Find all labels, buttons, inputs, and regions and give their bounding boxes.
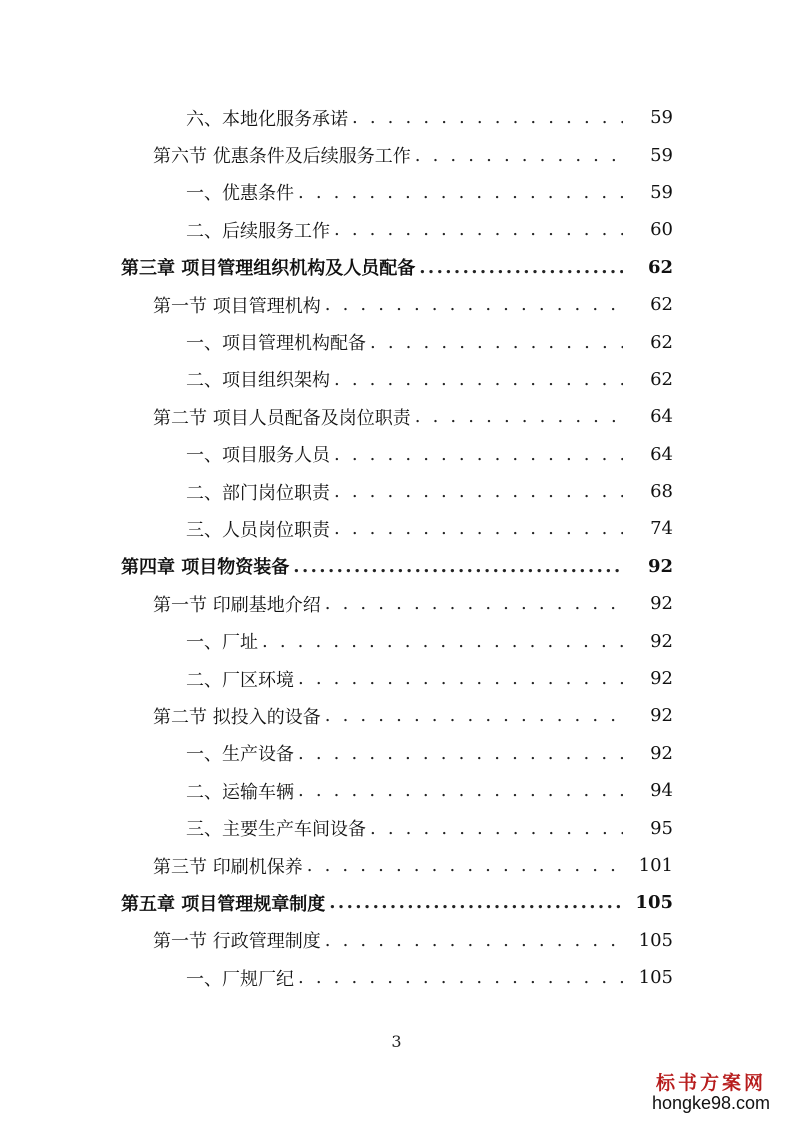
toc-chapter-entry[interactable] — [0, 884, 793, 921]
toc-entry-page: 59 — [650, 107, 673, 129]
toc-subsection-entry[interactable] — [0, 735, 793, 772]
toc-entry-page: 62 — [647, 256, 673, 278]
toc-dot-leader — [329, 892, 623, 913]
toc-entry-page: 62 — [650, 331, 673, 353]
toc-entry-title: 二、厂区环境 — [186, 669, 294, 691]
toc-subsection-entry[interactable] — [0, 174, 793, 211]
toc-entry-title: 二、部门岗位职责 — [186, 482, 330, 504]
toc-entry-page: 60 — [650, 219, 673, 241]
toc-subsection-entry[interactable] — [0, 622, 793, 659]
toc-dot-leader — [352, 107, 623, 128]
toc-entry-title: 第一节 印刷基地介绍 — [153, 594, 321, 616]
toc-entry-page: 59 — [650, 144, 673, 166]
toc-section-entry[interactable] — [0, 922, 793, 959]
toc-entry-page: 62 — [650, 368, 673, 390]
toc-subsection-entry[interactable] — [0, 99, 793, 136]
watermark-site-name: 标书方案网 — [655, 1072, 766, 1094]
toc-subsection-entry[interactable] — [0, 473, 793, 510]
toc-entry-page: 92 — [650, 668, 673, 690]
toc-subsection-entry[interactable] — [0, 361, 793, 398]
toc-dot-leader — [307, 855, 623, 876]
toc-entry-page: 64 — [650, 406, 673, 428]
toc-entry-page: 74 — [650, 518, 673, 540]
toc-subsection-entry[interactable] — [0, 323, 793, 360]
toc-dot-leader — [334, 369, 623, 390]
toc-entry-title: 二、后续服务工作 — [186, 220, 330, 242]
toc-dot-leader — [415, 145, 623, 166]
toc-subsection-entry[interactable] — [0, 772, 793, 809]
toc-section-entry[interactable] — [0, 847, 793, 884]
toc-dot-leader — [298, 967, 623, 988]
toc-entry-title: 第一节 行政管理制度 — [153, 931, 321, 953]
toc-entry-page: 105 — [638, 967, 673, 989]
toc-entry-page: 62 — [650, 294, 673, 316]
toc-entry-title: 第三节 印刷机保养 — [153, 856, 303, 878]
toc-entry-page: 59 — [650, 181, 673, 203]
toc-entry-title: 第二节 项目人员配备及岗位职责 — [153, 407, 411, 429]
toc-dot-leader — [298, 780, 623, 801]
toc-dot-leader — [298, 668, 623, 689]
toc-chapter-entry[interactable] — [0, 548, 793, 585]
toc-entry-title: 第三章 项目管理组织机构及人员配备 — [121, 258, 416, 280]
toc-subsection-entry[interactable] — [0, 959, 793, 996]
toc-subsection-entry[interactable] — [0, 809, 793, 846]
toc-entry-page: 101 — [638, 855, 673, 876]
toc-entry-page: 92 — [650, 742, 673, 764]
toc-entry-title: 一、厂规厂纪 — [186, 968, 294, 990]
toc-entry-page: 64 — [650, 443, 673, 465]
toc-section-entry[interactable] — [0, 585, 793, 622]
toc-section-entry[interactable] — [0, 286, 793, 323]
toc-section-entry[interactable] — [0, 398, 793, 435]
toc-entry-title: 三、主要生产车间设备 — [186, 819, 366, 841]
table-of-contents — [0, 99, 793, 996]
toc-section-entry[interactable] — [0, 697, 793, 734]
toc-dot-leader — [415, 406, 623, 427]
toc-dot-leader — [334, 518, 623, 539]
toc-entry-title: 一、厂址 — [186, 632, 258, 654]
toc-section-entry[interactable] — [0, 136, 793, 173]
toc-dot-leader — [419, 257, 623, 278]
toc-entry-page: 92 — [650, 630, 673, 652]
toc-dot-leader — [262, 631, 623, 652]
toc-entry-title: 一、生产设备 — [186, 744, 294, 766]
toc-entry-page: 68 — [650, 481, 673, 503]
toc-dot-leader — [334, 219, 623, 240]
toc-entry-title: 二、运输车辆 — [186, 781, 294, 803]
watermark-url: hongke98.com — [651, 1093, 771, 1113]
toc-dot-leader — [298, 743, 623, 764]
toc-entry-page: 92 — [650, 705, 673, 727]
site-watermark — [641, 1068, 781, 1114]
toc-dot-leader — [325, 705, 623, 726]
toc-dot-leader — [325, 294, 623, 315]
toc-chapter-entry[interactable] — [0, 249, 793, 286]
toc-dot-leader — [325, 593, 623, 614]
toc-subsection-entry[interactable] — [0, 510, 793, 547]
toc-entry-page: 94 — [650, 780, 673, 802]
toc-subsection-entry[interactable] — [0, 211, 793, 248]
toc-entry-title: 六、本地化服务承诺 — [186, 108, 348, 130]
toc-entry-page: 105 — [635, 892, 673, 914]
toc-entry-title: 第一节 项目管理机构 — [153, 295, 321, 317]
toc-entry-title: 第五章 项目管理规章制度 — [121, 893, 326, 915]
toc-dot-leader — [293, 556, 623, 577]
toc-dot-leader — [325, 930, 623, 951]
toc-dot-leader — [334, 444, 623, 465]
toc-dot-leader — [370, 332, 623, 353]
toc-entry-page: 92 — [650, 593, 673, 615]
toc-entry-title: 一、优惠条件 — [186, 183, 294, 205]
toc-dot-leader — [370, 818, 623, 839]
toc-entry-title: 一、项目服务人员 — [186, 445, 330, 467]
toc-subsection-entry[interactable] — [0, 436, 793, 473]
toc-dot-leader — [298, 182, 623, 203]
toc-entry-page: 95 — [650, 817, 673, 839]
toc-entry-title: 一、项目管理机构配备 — [186, 333, 366, 355]
toc-entry-page: 105 — [638, 929, 673, 951]
toc-entry-title: 第四章 项目物资装备 — [121, 557, 290, 579]
toc-entry-title: 第二节 拟投入的设备 — [153, 706, 321, 728]
toc-entry-title: 二、项目组织架构 — [186, 370, 330, 392]
page-number: 3 — [391, 1032, 402, 1051]
toc-entry-title: 三、人员岗位职责 — [186, 519, 330, 541]
toc-dot-leader — [334, 481, 623, 502]
toc-subsection-entry[interactable] — [0, 660, 793, 697]
toc-entry-page: 92 — [647, 555, 673, 577]
toc-entry-title: 第六节 优惠条件及后续服务工作 — [153, 146, 411, 168]
